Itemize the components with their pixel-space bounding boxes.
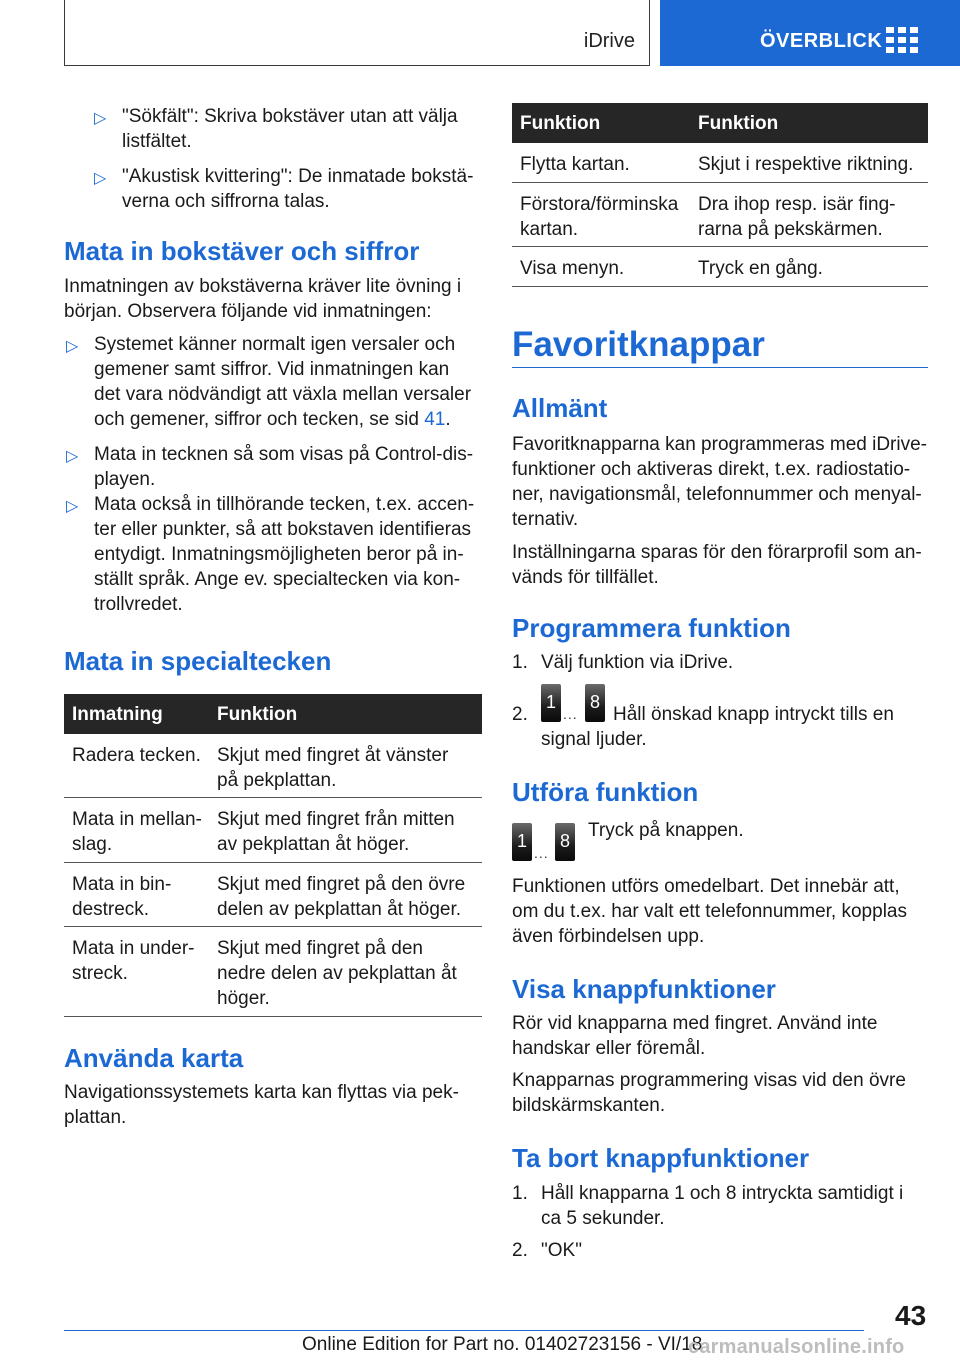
table-row bbox=[64, 798, 482, 863]
text-line: Navigationssystemets karta kan flyttas via pek- bbox=[64, 1082, 459, 1103]
section-text bbox=[512, 540, 930, 590]
favorite-key-8-icon: 8 bbox=[585, 684, 605, 722]
text-line: början. Observera följande vid inmatningen: bbox=[64, 301, 432, 322]
text-line: på pekplattan. bbox=[217, 770, 337, 791]
step-number: 1. bbox=[512, 1183, 528, 1204]
bullet-triangle-icon: ▷ bbox=[94, 110, 107, 127]
step-text: Håll önskad knapp intryckt tills en bbox=[613, 704, 894, 725]
text-line: Skjut med fingret på den bbox=[217, 938, 423, 959]
text-line: delen av pekplattan åt höger. bbox=[217, 899, 462, 920]
section-text bbox=[512, 874, 930, 949]
text-line: Inställningarna sparas för den förarprofil som an- bbox=[512, 542, 922, 563]
text-line: ternativ. bbox=[512, 509, 579, 530]
table-row bbox=[512, 183, 928, 247]
table-header bbox=[512, 103, 928, 143]
step-number: 1. bbox=[512, 652, 528, 673]
table-cell bbox=[217, 807, 455, 857]
header-bar-left bbox=[64, 0, 650, 66]
step-text: Välj funktion via iDrive. bbox=[541, 652, 734, 673]
text-line: Tryck en gång. bbox=[698, 258, 823, 279]
page-number: 43 bbox=[895, 1300, 927, 1331]
table-cell bbox=[217, 872, 465, 922]
text-line: Rör vid knapparna med fingret. Använd inte bbox=[512, 1013, 878, 1034]
text-line: playen. bbox=[94, 469, 156, 490]
table-cell bbox=[520, 152, 630, 177]
ellipsis-icon: ... bbox=[563, 706, 578, 722]
text-line: gemener samt siffror. Vid inmatningen kan bbox=[94, 359, 450, 380]
section-heading: Mata in bokstäver och siffror bbox=[64, 236, 420, 266]
text-fragment: och gemener, siffror och tecken, se sid bbox=[94, 409, 425, 430]
table-cell bbox=[698, 192, 895, 242]
text-line: Mata in bin- bbox=[72, 874, 172, 895]
text-line: höger. bbox=[217, 988, 270, 1009]
text-line: Skjut med fingret åt vänster bbox=[217, 745, 449, 766]
table-header-cell: Funktion bbox=[217, 704, 298, 725]
table-header-cell: Inmatning bbox=[72, 704, 163, 725]
text-line: om du t.ex. har valt ett telefonnummer, kopplas bbox=[512, 901, 907, 922]
text-line: destreck. bbox=[72, 899, 150, 920]
bullet-item bbox=[122, 164, 482, 214]
text-line: Favoritknapparna kan programmeras med iDrive- bbox=[512, 434, 927, 455]
text-line: streck. bbox=[72, 963, 128, 984]
special-chars-table bbox=[64, 694, 482, 1017]
footer-divider bbox=[64, 1330, 864, 1331]
favorite-key-1-icon: 1 bbox=[541, 684, 561, 722]
text-line: Radera tecken. bbox=[72, 745, 201, 766]
text-line: handskar eller föremål. bbox=[512, 1038, 706, 1059]
table-cell bbox=[217, 743, 448, 793]
text-line: Skjut i respektive riktning. bbox=[698, 154, 914, 175]
text-line: Mata in under- bbox=[72, 938, 195, 959]
page-link[interactable]: 41 bbox=[424, 409, 446, 430]
text-line: rarna på pekskärmen. bbox=[698, 219, 883, 240]
table-cell bbox=[72, 807, 202, 857]
text-line: Mata in tecknen så som visas på Control-dis- bbox=[94, 444, 474, 465]
table-cell bbox=[72, 936, 195, 986]
section-text bbox=[64, 1080, 482, 1130]
bullet-item bbox=[122, 104, 482, 154]
text-line: "Sökfält": Skriva bokstäver utan att välja bbox=[122, 106, 458, 127]
table-header-cell: Funktion bbox=[520, 113, 601, 134]
text-line: Flytta kartan. bbox=[520, 154, 630, 175]
text-line: "Akustisk kvittering": De inmatade bokstä- bbox=[122, 166, 474, 187]
text-line: entydigt. Inmatningsmöjligheten beror på in- bbox=[94, 544, 464, 565]
footer-edition: Online Edition for Part no. 01402723156 - VI/18 bbox=[302, 1334, 703, 1355]
text-line: Knapparnas programmering visas vid den övre bbox=[512, 1070, 906, 1091]
text-fragment: . bbox=[445, 409, 451, 430]
text-line: kartan. bbox=[520, 219, 579, 240]
text-line: nedre delen av pekplattan åt bbox=[217, 963, 457, 984]
section-text bbox=[512, 1068, 930, 1118]
text-line bbox=[94, 407, 482, 432]
section-intro bbox=[64, 274, 482, 324]
text-line: Mata också in tillhörande tecken, t.ex. accen- bbox=[94, 494, 475, 515]
table-cell bbox=[72, 743, 201, 768]
text-line: det vara nödvändigt att växla mellan versaler bbox=[94, 384, 472, 405]
text-line: ter eller punkter, så att bokstaven identifieras bbox=[94, 519, 472, 540]
text-line: Skjut med fingret från mitten bbox=[217, 809, 455, 830]
section-heading: Programmera funktion bbox=[512, 613, 791, 643]
text-line: Inmatningen av bokstäverna kräver lite övning i bbox=[64, 276, 462, 297]
bullet-triangle-icon: ▷ bbox=[66, 498, 79, 515]
bullet-item bbox=[94, 442, 482, 492]
text-line: av pekplattan åt höger. bbox=[217, 834, 410, 855]
chapter-heading: Favoritknappar bbox=[512, 325, 765, 364]
bullet-item bbox=[94, 492, 482, 617]
section-heading: Använda karta bbox=[64, 1043, 244, 1073]
heading-divider bbox=[512, 367, 928, 368]
section-heading: Visa knappfunktioner bbox=[512, 974, 776, 1004]
text-line: Visa menyn. bbox=[520, 258, 625, 279]
header-bar-right[interactable] bbox=[660, 0, 960, 66]
bullet-item bbox=[94, 332, 482, 432]
text-line: bildskärmskanten. bbox=[512, 1095, 666, 1116]
bullet-triangle-icon: ▷ bbox=[66, 338, 79, 355]
watermark: carmanualsonline.info bbox=[688, 1336, 905, 1358]
step-text: "OK" bbox=[541, 1240, 582, 1261]
header-title-idrive[interactable]: iDrive bbox=[583, 30, 635, 52]
text-line: ner, navigationsmål, telefonnummer och menyal- bbox=[512, 484, 922, 505]
grid-icon[interactable] bbox=[886, 27, 920, 53]
instruction-text: Tryck på knappen. bbox=[588, 820, 744, 841]
table-cell bbox=[698, 256, 823, 281]
step-number: 2. bbox=[512, 1240, 528, 1261]
text-line: även förbindelsen upp. bbox=[512, 926, 705, 947]
table-cell bbox=[72, 872, 171, 922]
text-line: Systemet känner normalt igen versaler och bbox=[94, 334, 456, 355]
header-title-overview[interactable]: ÖVERBLICK bbox=[760, 30, 883, 52]
text-line: verna och siffrorna talas. bbox=[122, 191, 330, 212]
text-line: ca 5 sekunder. bbox=[541, 1208, 665, 1229]
section-heading: Allmänt bbox=[512, 393, 608, 423]
table-row bbox=[64, 863, 482, 927]
text-line: plattan. bbox=[64, 1107, 127, 1128]
table-cell bbox=[520, 192, 678, 242]
section-heading: Mata in specialtecken bbox=[64, 646, 332, 676]
table-header-cell: Funktion bbox=[698, 113, 779, 134]
map-function-table bbox=[512, 103, 928, 287]
text-line: slag. bbox=[72, 834, 113, 855]
text-line: funktioner och aktiveras direkt, t.ex. radiostatio- bbox=[512, 459, 911, 480]
text-line: Håll knapparna 1 och 8 intryckta samtidigt i bbox=[541, 1183, 904, 1204]
favorite-key-8-icon: 8 bbox=[555, 823, 575, 861]
section-heading: Ta bort knappfunktioner bbox=[512, 1143, 810, 1173]
table-row bbox=[512, 247, 928, 287]
table-cell bbox=[217, 936, 457, 1011]
section-text bbox=[512, 432, 930, 532]
step-text bbox=[541, 1181, 930, 1231]
text-line: Dra ihop resp. isär fing- bbox=[698, 194, 896, 215]
bullet-triangle-icon: ▷ bbox=[66, 448, 79, 465]
table-row bbox=[64, 734, 482, 798]
table-cell bbox=[698, 152, 913, 177]
table-row bbox=[512, 143, 928, 183]
text-line: Förstora/förminska bbox=[520, 194, 679, 215]
section-heading: Utföra funktion bbox=[512, 777, 699, 807]
bullet-triangle-icon: ▷ bbox=[94, 170, 107, 187]
favorite-key-1-icon: 1 bbox=[512, 823, 532, 861]
text-line: listfältet. bbox=[122, 131, 192, 152]
text-line: Mata in mellan- bbox=[72, 809, 202, 830]
ellipsis-icon: ... bbox=[534, 845, 549, 861]
text-line: Funktionen utförs omedelbart. Det innebär att, bbox=[512, 876, 900, 897]
text-line: Skjut med fingret på den övre bbox=[217, 874, 466, 895]
table-header bbox=[64, 694, 482, 734]
table-row bbox=[64, 927, 482, 1017]
text-line: vänds för tillfället. bbox=[512, 567, 659, 588]
step-text: signal ljuder. bbox=[541, 729, 647, 750]
text-line: ställt språk. Ange ev. specialtecken via kon- bbox=[94, 569, 461, 590]
table-cell bbox=[520, 256, 624, 281]
section-text bbox=[512, 1011, 930, 1061]
step-number: 2. bbox=[512, 704, 528, 725]
text-line: trollvredet. bbox=[94, 594, 183, 615]
